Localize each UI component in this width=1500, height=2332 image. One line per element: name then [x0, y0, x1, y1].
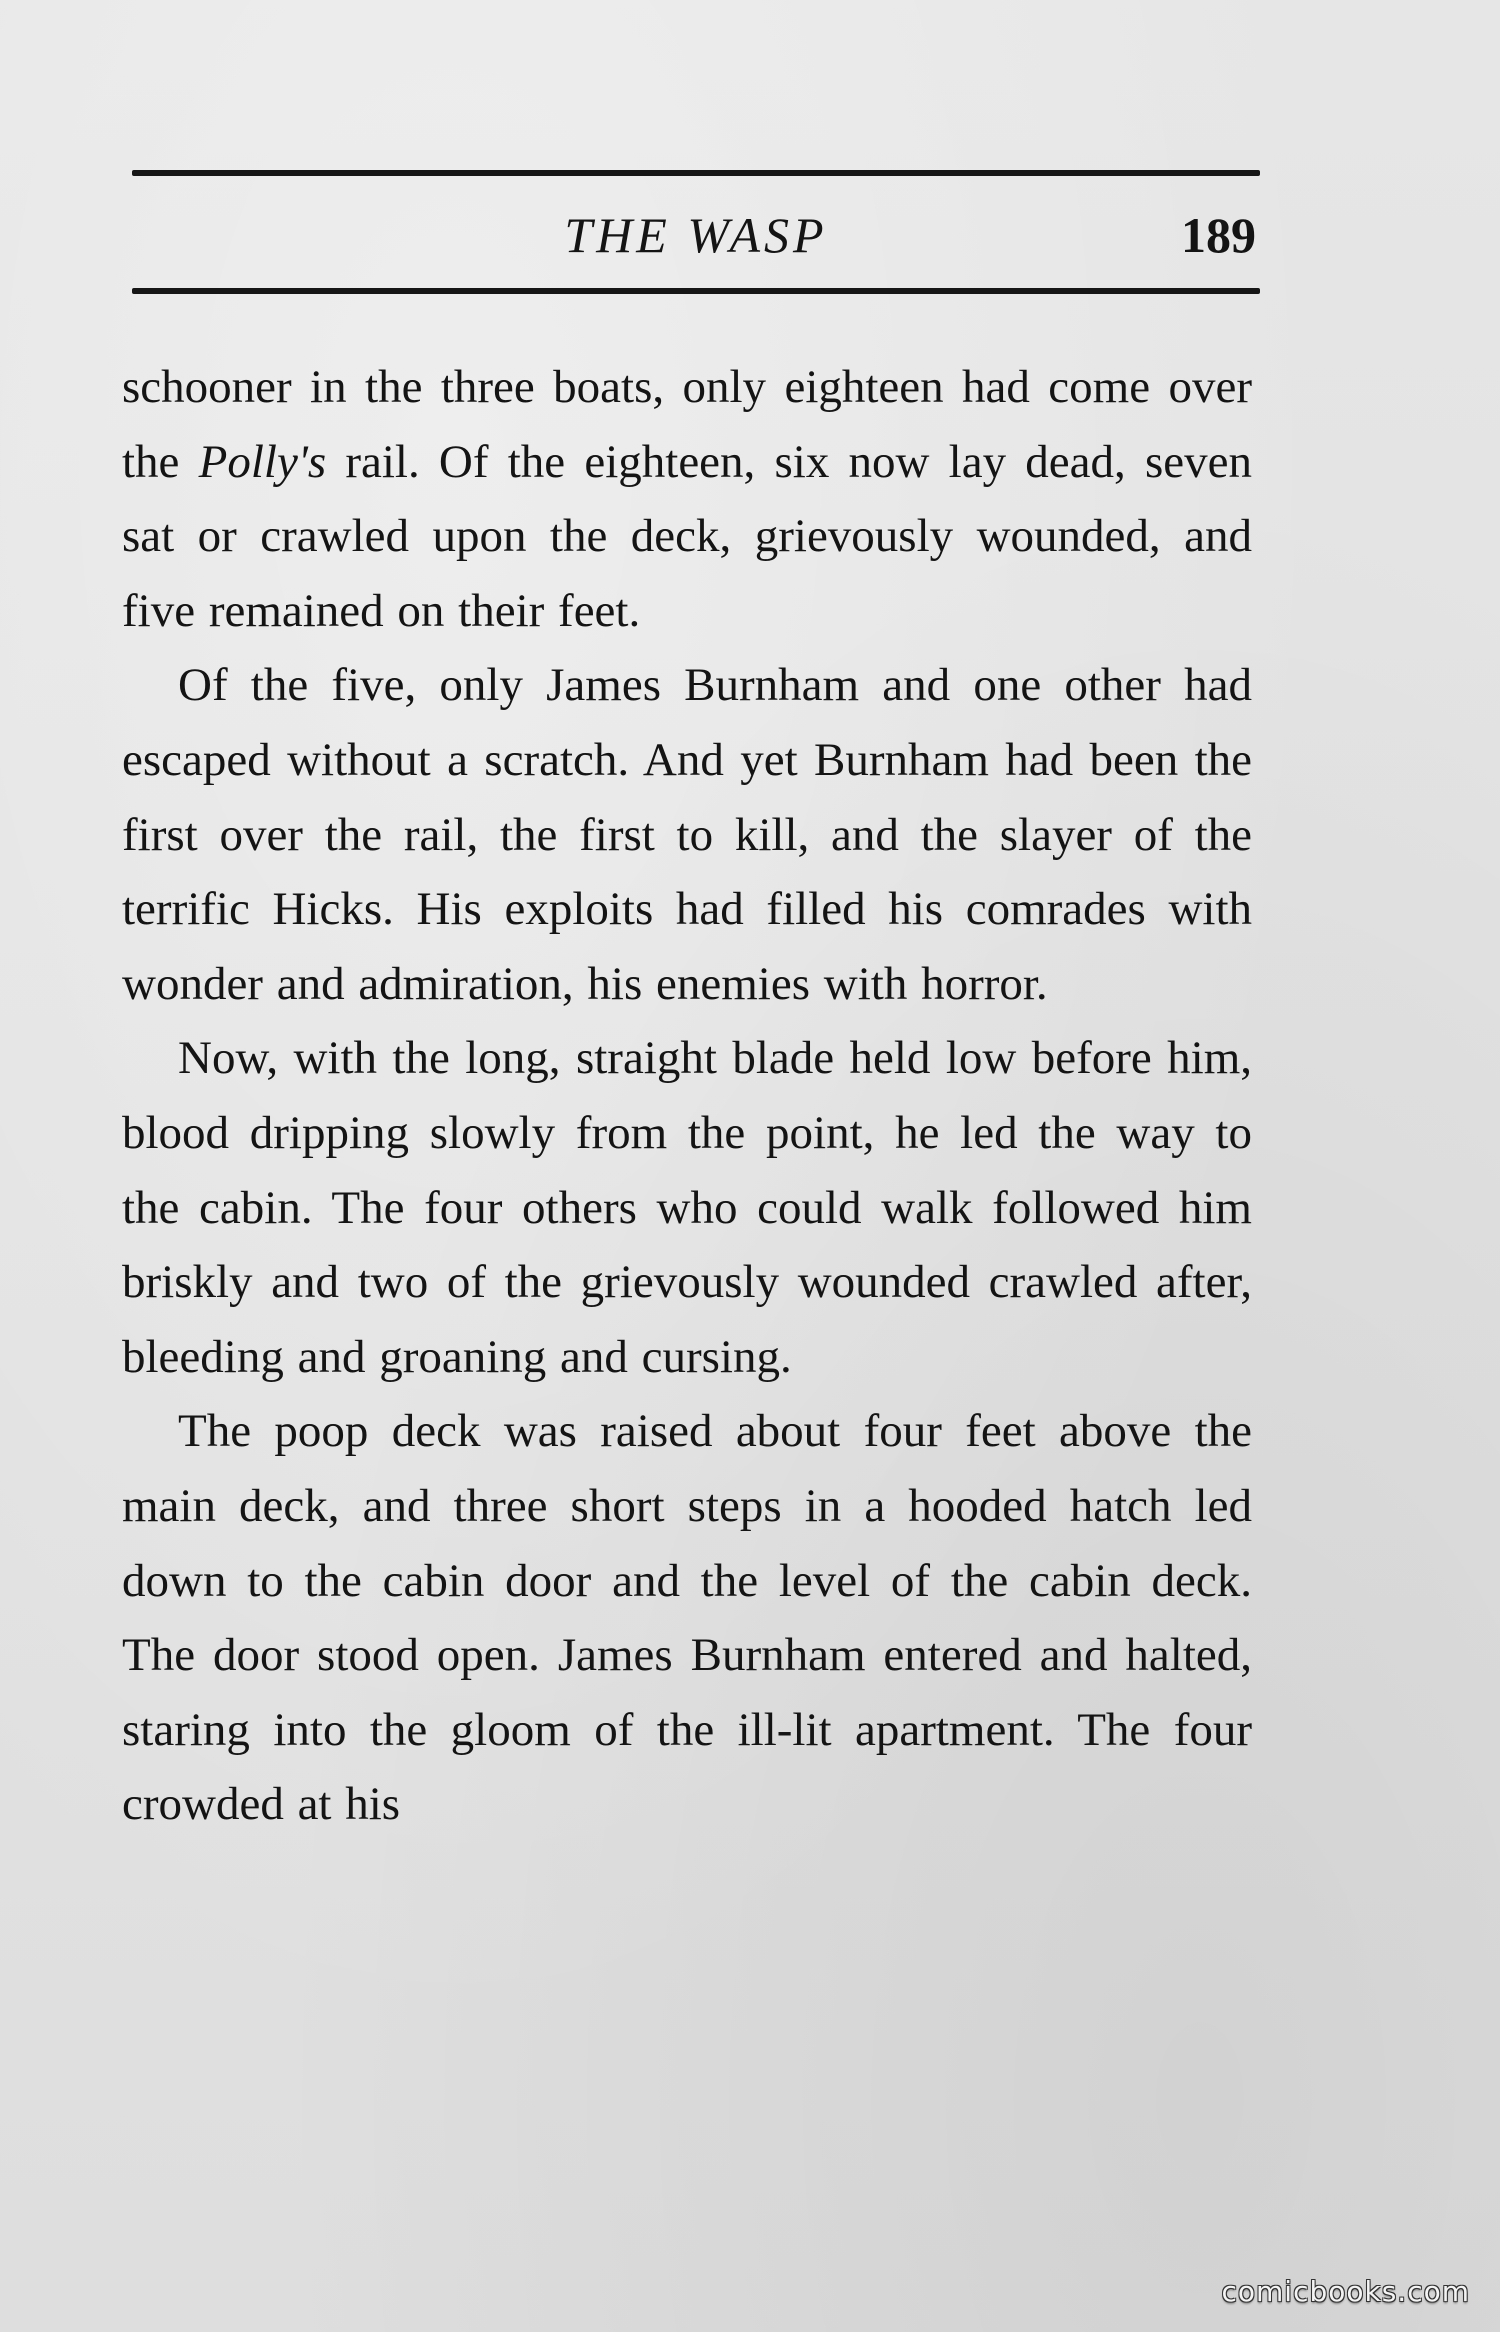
paragraph-4: [122, 1394, 1252, 1842]
paragraph-1-text-a: schooner in the three boats, only eighteen had come over the: [122, 361, 1252, 488]
running-head: [132, 200, 1260, 270]
paragraph-3: [122, 1021, 1252, 1394]
header-bottom-rule: [132, 288, 1260, 294]
paragraph-1-ship-name: Polly's: [198, 435, 327, 488]
paragraph-2: [122, 648, 1252, 1021]
running-title: THE WASP: [564, 207, 828, 263]
watermark-logo: comicbooks.com: [1221, 2275, 1470, 2308]
paragraph-2-text: Of the five, only James Burnham and one other had escaped without a scratch. And yet Burnham had been the first over the rail, the first to kill, and the slayer of the terrific Hicks. His exploits had filled his comrades with wonder and admiration, his enemies with horror.: [122, 659, 1252, 1010]
header-top-rule: [132, 170, 1260, 176]
page-number: 189: [1181, 207, 1256, 263]
paragraph-1-text-b: rail. Of the eighteen, six now lay dead, seven sat or crawled upon the deck, grievously wounded, and five remained on their feet.: [122, 435, 1252, 637]
body-text: [122, 350, 1252, 1842]
paragraph-1: [122, 350, 1252, 648]
paragraph-4-text: The poop deck was raised about four feet above the main deck, and three short steps in a hooded hatch led down to the cabin door and the level of the cabin deck. The door stood open. James Burnham entered and halted, staring into the gloom of the ill-lit apartment. The four crowded at his: [122, 1405, 1252, 1831]
paragraph-3-text: Now, with the long, straight blade held low before him, blood dripping slowly from the point, he led the way to the cabin. The four others who could walk followed him briskly and two of the grievously wounded crawled after, bleeding and groaning and cursing.: [122, 1032, 1252, 1383]
